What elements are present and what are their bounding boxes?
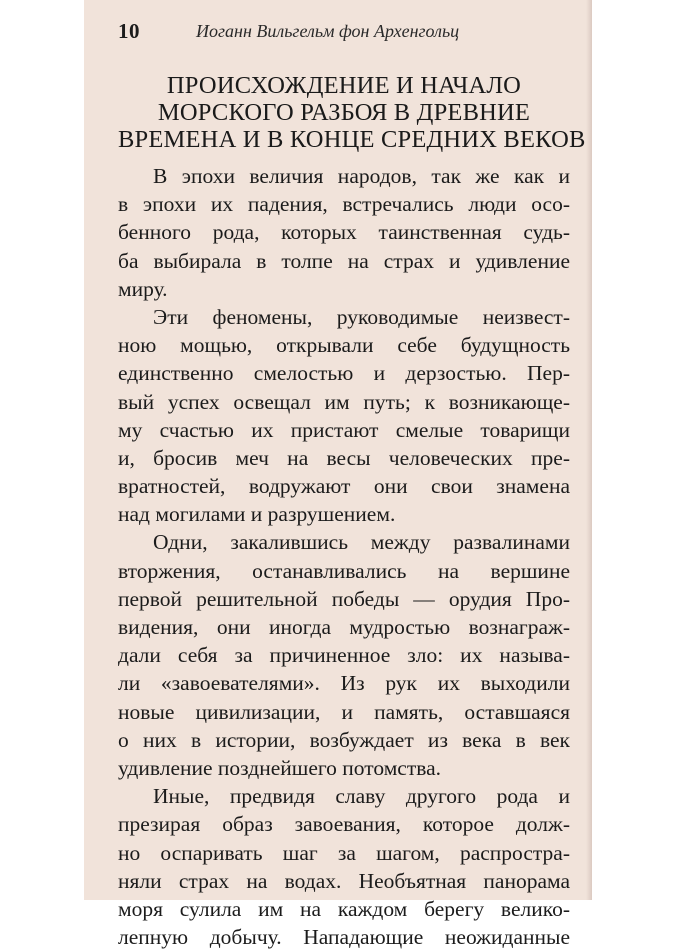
running-title: Иоганн Вильгельм фон Архенгольц	[196, 20, 460, 41]
text-line: миру.	[118, 276, 168, 301]
body-text	[118, 162, 570, 951]
running-head	[118, 14, 570, 48]
chapter-title	[118, 72, 586, 153]
text-line: лепную добычу. Нападающие неожиданные	[118, 925, 570, 950]
text-line: новые цивилизации, и память, оставшаяся	[118, 699, 570, 724]
chapter-title-line: ВРЕМЕНА И В КОНЦЕ СРЕДНИХ ВЕКОВ	[118, 126, 586, 153]
text-line: Иные, предвидя славу другого рода и	[153, 784, 570, 809]
text-line: моря сулила им на каждом берегу велико-	[118, 896, 570, 921]
page-number: 10	[118, 18, 140, 43]
text-line: и, бросив меч на весы человеческих пре-	[118, 445, 570, 470]
text-line: удивление позднейшего потомства.	[118, 755, 442, 780]
text-line: ба выбирала в толпе на страх и удивление	[118, 248, 570, 273]
chapter-title-line: ПРОИСХОЖДЕНИЕ И НАЧАЛО	[166, 72, 522, 99]
text-line: вторжения, останавливались на вершине	[118, 558, 570, 583]
text-line: о них в истории, возбуждает из века в век	[118, 727, 570, 752]
text-line: дали себя за причиненное зло: их называ-	[118, 643, 570, 668]
chapter-title-line: МОРСКОГО РАЗБОЯ В ДРЕВНИЕ	[157, 99, 531, 126]
text-line: Одни, закалившись между развалинами	[153, 530, 570, 555]
text-line: бенного рода, которых таинственная судь-	[118, 220, 570, 245]
book-page	[84, 0, 592, 950]
text-line: няли страх на водах. Необъятная панорама	[118, 868, 570, 893]
text-line: в эпохи их падения, встречались люди осо-	[118, 192, 570, 217]
text-line: презирая образ завоевания, которое долж-	[118, 812, 570, 837]
text-line: первой решительной победы — орудия Про-	[118, 586, 570, 611]
text-line: единственно смелостью и дерзостью. Пер-	[118, 361, 570, 386]
text-line: видения, они иногда мудростью вознаграж-	[118, 615, 570, 639]
text-line: Эти феномены, руководимые неизвест-	[153, 304, 570, 329]
text-line: му счастью их пристают смелые товарищи	[118, 417, 570, 442]
text-line: ли «завоевателями». Из рук их выходили	[118, 671, 570, 696]
text-line: но оспаривать шаг за шагом, распростра-	[118, 840, 570, 865]
text-line: В эпохи величия народов, так же как и	[153, 164, 570, 188]
text-line: вратностей, водружают они свои знамена	[118, 474, 570, 499]
text-line: ною мощью, открывали себе будущность	[118, 333, 570, 358]
text-line: вый успех освещал им путь; к возникающе-	[118, 389, 570, 414]
text-line: над могилами и разрушением.	[118, 502, 396, 527]
